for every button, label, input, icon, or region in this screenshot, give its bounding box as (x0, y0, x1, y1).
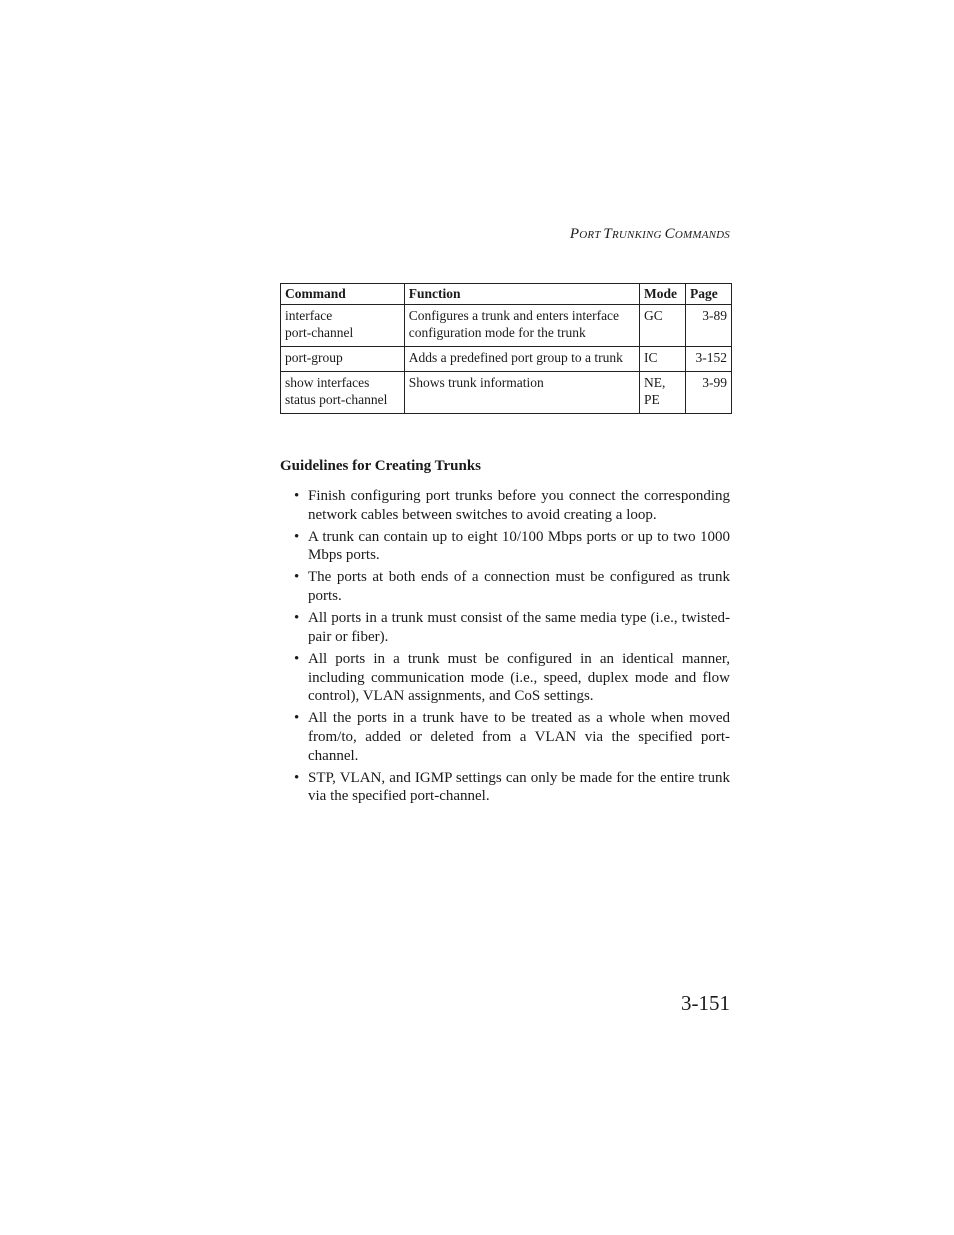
mode-cell: GC (640, 305, 686, 347)
list-item: • STP, VLAN, and IGMP settings can only be made for the entire trunk via the specified port-channel. (294, 769, 730, 805)
table-row (281, 372, 732, 414)
list-item: • All the ports in a trunk have to be treated as a whole when moved from/to, added or deleted from a VLAN via the specified port-channel. (294, 710, 730, 764)
page-cell: 3-99 (686, 372, 732, 414)
bullet-icon: • (294, 769, 300, 786)
list-item: • A trunk can contain up to eight 10/100 Mbps ports or up to two 1000 Mbps ports. (294, 528, 730, 564)
function-cell: Configures a trunk and enters interface configuration mode for the trunk (404, 305, 639, 347)
column-header-page: Page (686, 284, 732, 305)
running-head-word: TRUNKING (603, 226, 665, 242)
command-table (280, 283, 732, 414)
table-header-row (281, 284, 732, 305)
table-row (281, 347, 732, 372)
bullet-icon: • (294, 710, 300, 727)
column-header-function: Function (404, 284, 639, 305)
bullet-icon: • (294, 610, 300, 627)
bullet-icon: • (294, 488, 300, 504)
section-title: Guidelines for Creating Trunks (280, 458, 482, 474)
command-cell: show interfaces status port-channel (281, 372, 405, 414)
page-number: 3-151 (681, 991, 730, 1015)
command-cell: port-group (281, 347, 405, 372)
list-item: • All ports in a trunk must consist of the same media type (i.e., twisted-pair or fiber). (294, 610, 730, 645)
guidelines-list (280, 487, 730, 809)
function-cell: Adds a predefined port group to a trunk (404, 347, 639, 372)
function-cell: Shows trunk information (404, 372, 639, 414)
column-header-command: Command (281, 284, 405, 305)
table-row (281, 305, 732, 347)
bullet-icon: • (294, 569, 300, 586)
bullet-icon: • (294, 528, 300, 545)
bullet-icon: • (294, 650, 300, 667)
mode-cell: IC (640, 347, 686, 372)
running-head-word: PORT (569, 226, 604, 242)
list-item: • Finish configuring port trunks before you connect the corresponding network cables between switches to avoid creating a loop. (294, 488, 730, 523)
running-head (500, 226, 730, 243)
list-item: • The ports at both ends of a connection must be configured as trunk ports. (294, 569, 730, 605)
page-cell: 3-89 (686, 305, 732, 347)
column-header-mode: Mode (640, 284, 686, 305)
mode-cell: NE, PE (640, 372, 686, 414)
list-item: • All ports in a trunk must be configured in an identical manner, including communication mode (i.e., speed, duplex mode and flow control), VLAN assignments, and CoS settings. (294, 650, 730, 705)
running-head-word: COMMANDS (664, 226, 730, 242)
page-cell: 3-152 (686, 347, 732, 372)
command-cell: interface port-channel (281, 305, 405, 347)
